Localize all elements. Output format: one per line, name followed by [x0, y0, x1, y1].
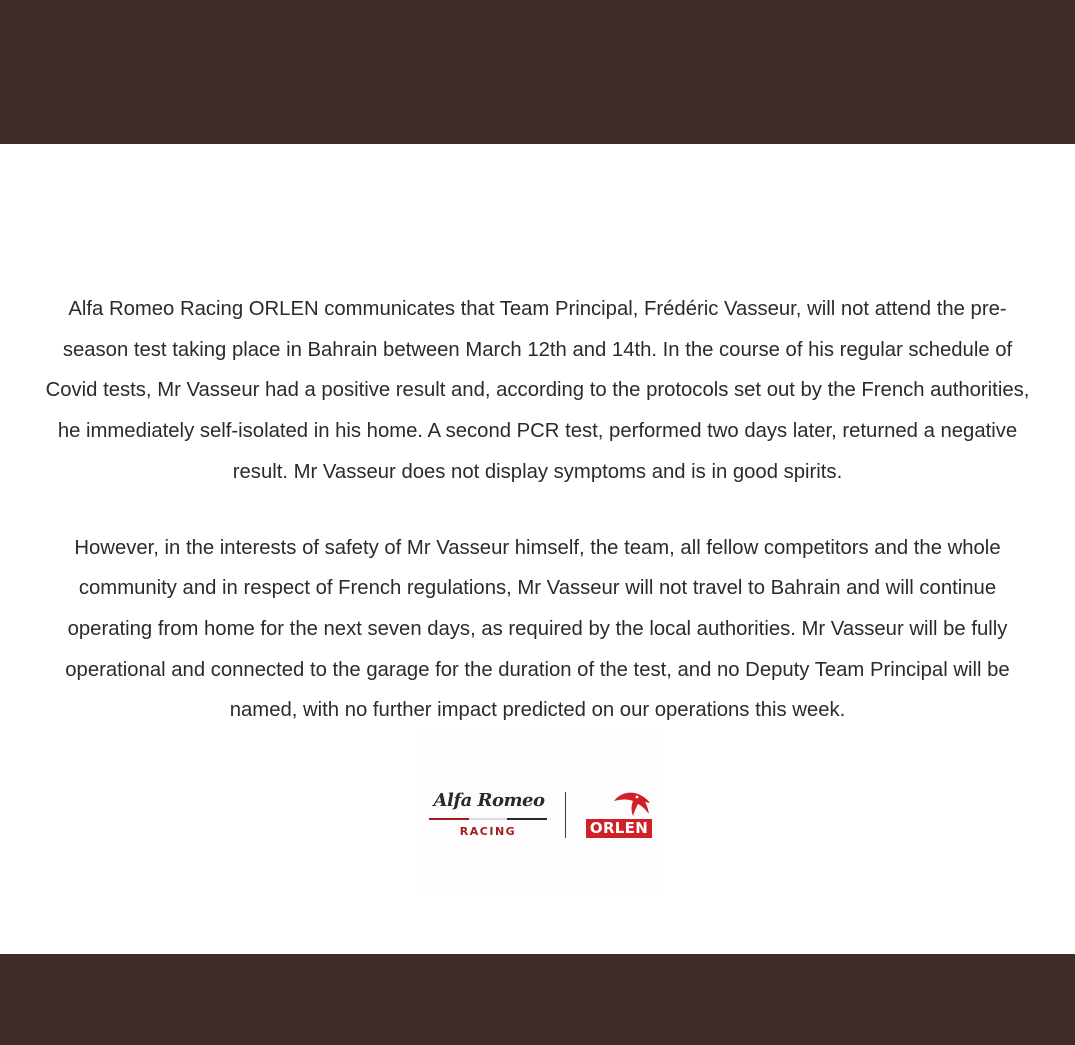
logo-divider [565, 792, 566, 838]
press-statement [40, 289, 1035, 731]
alfa-romeo-racing-label: RACING [459, 825, 517, 838]
eagle-icon [612, 791, 652, 817]
team-logo-lockup [416, 728, 662, 896]
statement-paragraph-1: Alfa Romeo Racing ORLEN communicates that Team Principal, Frédéric Vasseur, will not attend the pre-season test taking place in Bahrain between March 12th and 14th. In the course of his regular schedule of Covid tests, Mr Vasseur had a positive result and, according to the protocols set out by the French authorities, he immediately self-isolated in his home. A second PCR test, performed two days later, returned a negative result. Mr Vasseur does not display symptoms and is in good spirits. [45, 298, 1030, 483]
alfa-romeo-tricolor-rule [429, 818, 547, 820]
bottom-banner [0, 954, 1075, 1045]
statement-paragraph-2: However, in the interests of safety of Mr Vasseur himself, the team, all fellow competitors and the whole community and in respect of French regulations, Mr Vasseur will not travel to Bahrain and will continue operating from home for the next seven days, as required by the local authorities. Mr Vasseur will be fully operational and connected to the garage for the duration of the test, and no Deputy Team Principal will be named, with no further impact predicted on our operations this week. [65, 536, 1010, 722]
top-banner [0, 0, 1075, 144]
alfa-romeo-logo: Alfa Romeo [433, 790, 545, 811]
orlen-logo: ORLEN [586, 819, 652, 838]
